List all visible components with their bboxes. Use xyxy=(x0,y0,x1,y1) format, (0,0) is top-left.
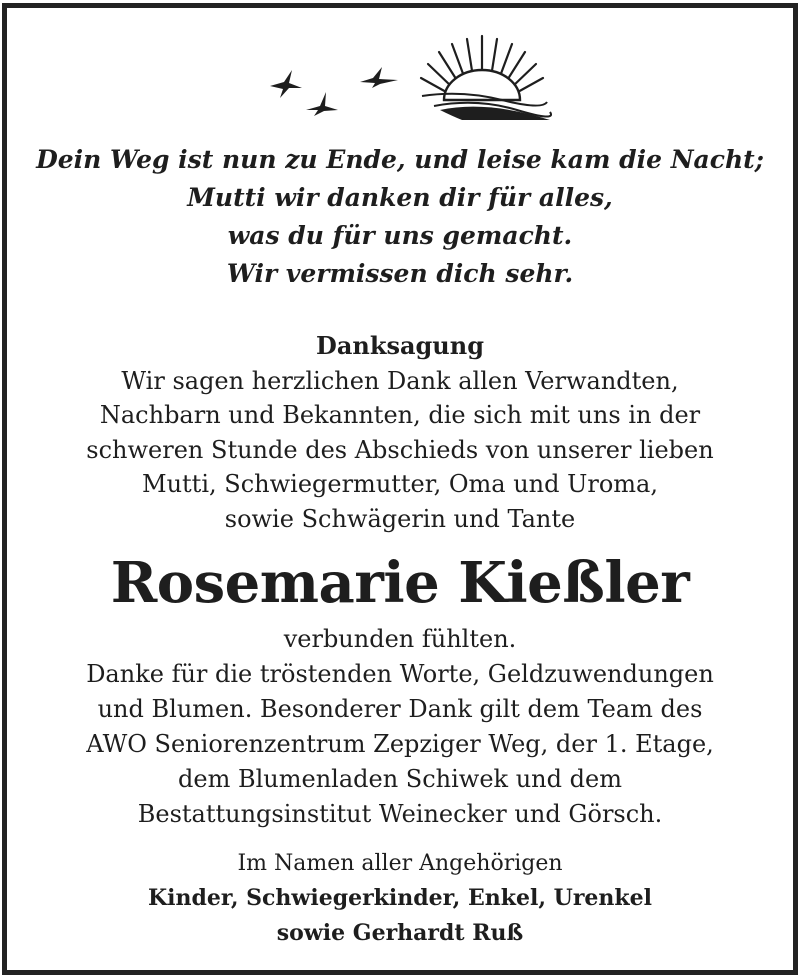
birds-sunrise-icon xyxy=(262,30,552,120)
signature-family: Kinder, Schwiegerkinder, Enkel, Urenkel xyxy=(147,885,653,911)
thanks-continuation xyxy=(7,622,793,832)
hill-shadow-icon xyxy=(440,107,550,120)
signature-family-extra: sowie Gerhardt Ruß xyxy=(276,920,524,946)
thanks-line: Wir sagen herzlichen Dank allen Verwandten, xyxy=(121,366,679,395)
signature-intro: Im Namen aller Angehörigen xyxy=(237,851,563,876)
thanks-line: Nachbarn und Bekannten, die sich mit uns in der xyxy=(99,401,701,430)
signature xyxy=(7,846,793,951)
thanks-line: Mutti, Schwiegermutter, Oma und Uroma, xyxy=(142,470,658,499)
continuation-line: AWO Seniorenzentrum Zepziger Weg, der 1. Etage, xyxy=(86,730,714,758)
poem-line: Mutti wir danken dir für alles, xyxy=(187,183,613,212)
continuation-line: und Blumen. Besonderer Dank gilt dem Team des xyxy=(97,695,703,723)
continuation-line: verbunden fühlten. xyxy=(283,625,517,653)
thanks-line: schweren Stunde des Abschieds von unserer lieben xyxy=(86,435,714,464)
obituary-card xyxy=(2,3,798,975)
continuation-line: Bestattungsinstitut Weinecker und Görsch. xyxy=(137,800,663,828)
birds-icon xyxy=(270,67,398,116)
poem xyxy=(7,141,793,293)
poem-line: Wir vermissen dich sehr. xyxy=(226,259,574,288)
continuation-line: Danke für die tröstenden Worte, Geldzuwendungen xyxy=(86,660,714,688)
thanks-line: sowie Schwägerin und Tante xyxy=(224,504,576,533)
continuation-line: dem Blumenladen Schiwek und dem xyxy=(178,765,622,793)
thanks-heading: Danksagung xyxy=(316,331,484,360)
poem-line: was du für uns gemacht. xyxy=(227,221,573,250)
thanks-section xyxy=(7,329,793,537)
poem-line: Dein Weg ist nun zu Ende, und leise kam die Nacht; xyxy=(36,145,764,174)
deceased-name: Rosemarie Kießler xyxy=(110,550,690,616)
